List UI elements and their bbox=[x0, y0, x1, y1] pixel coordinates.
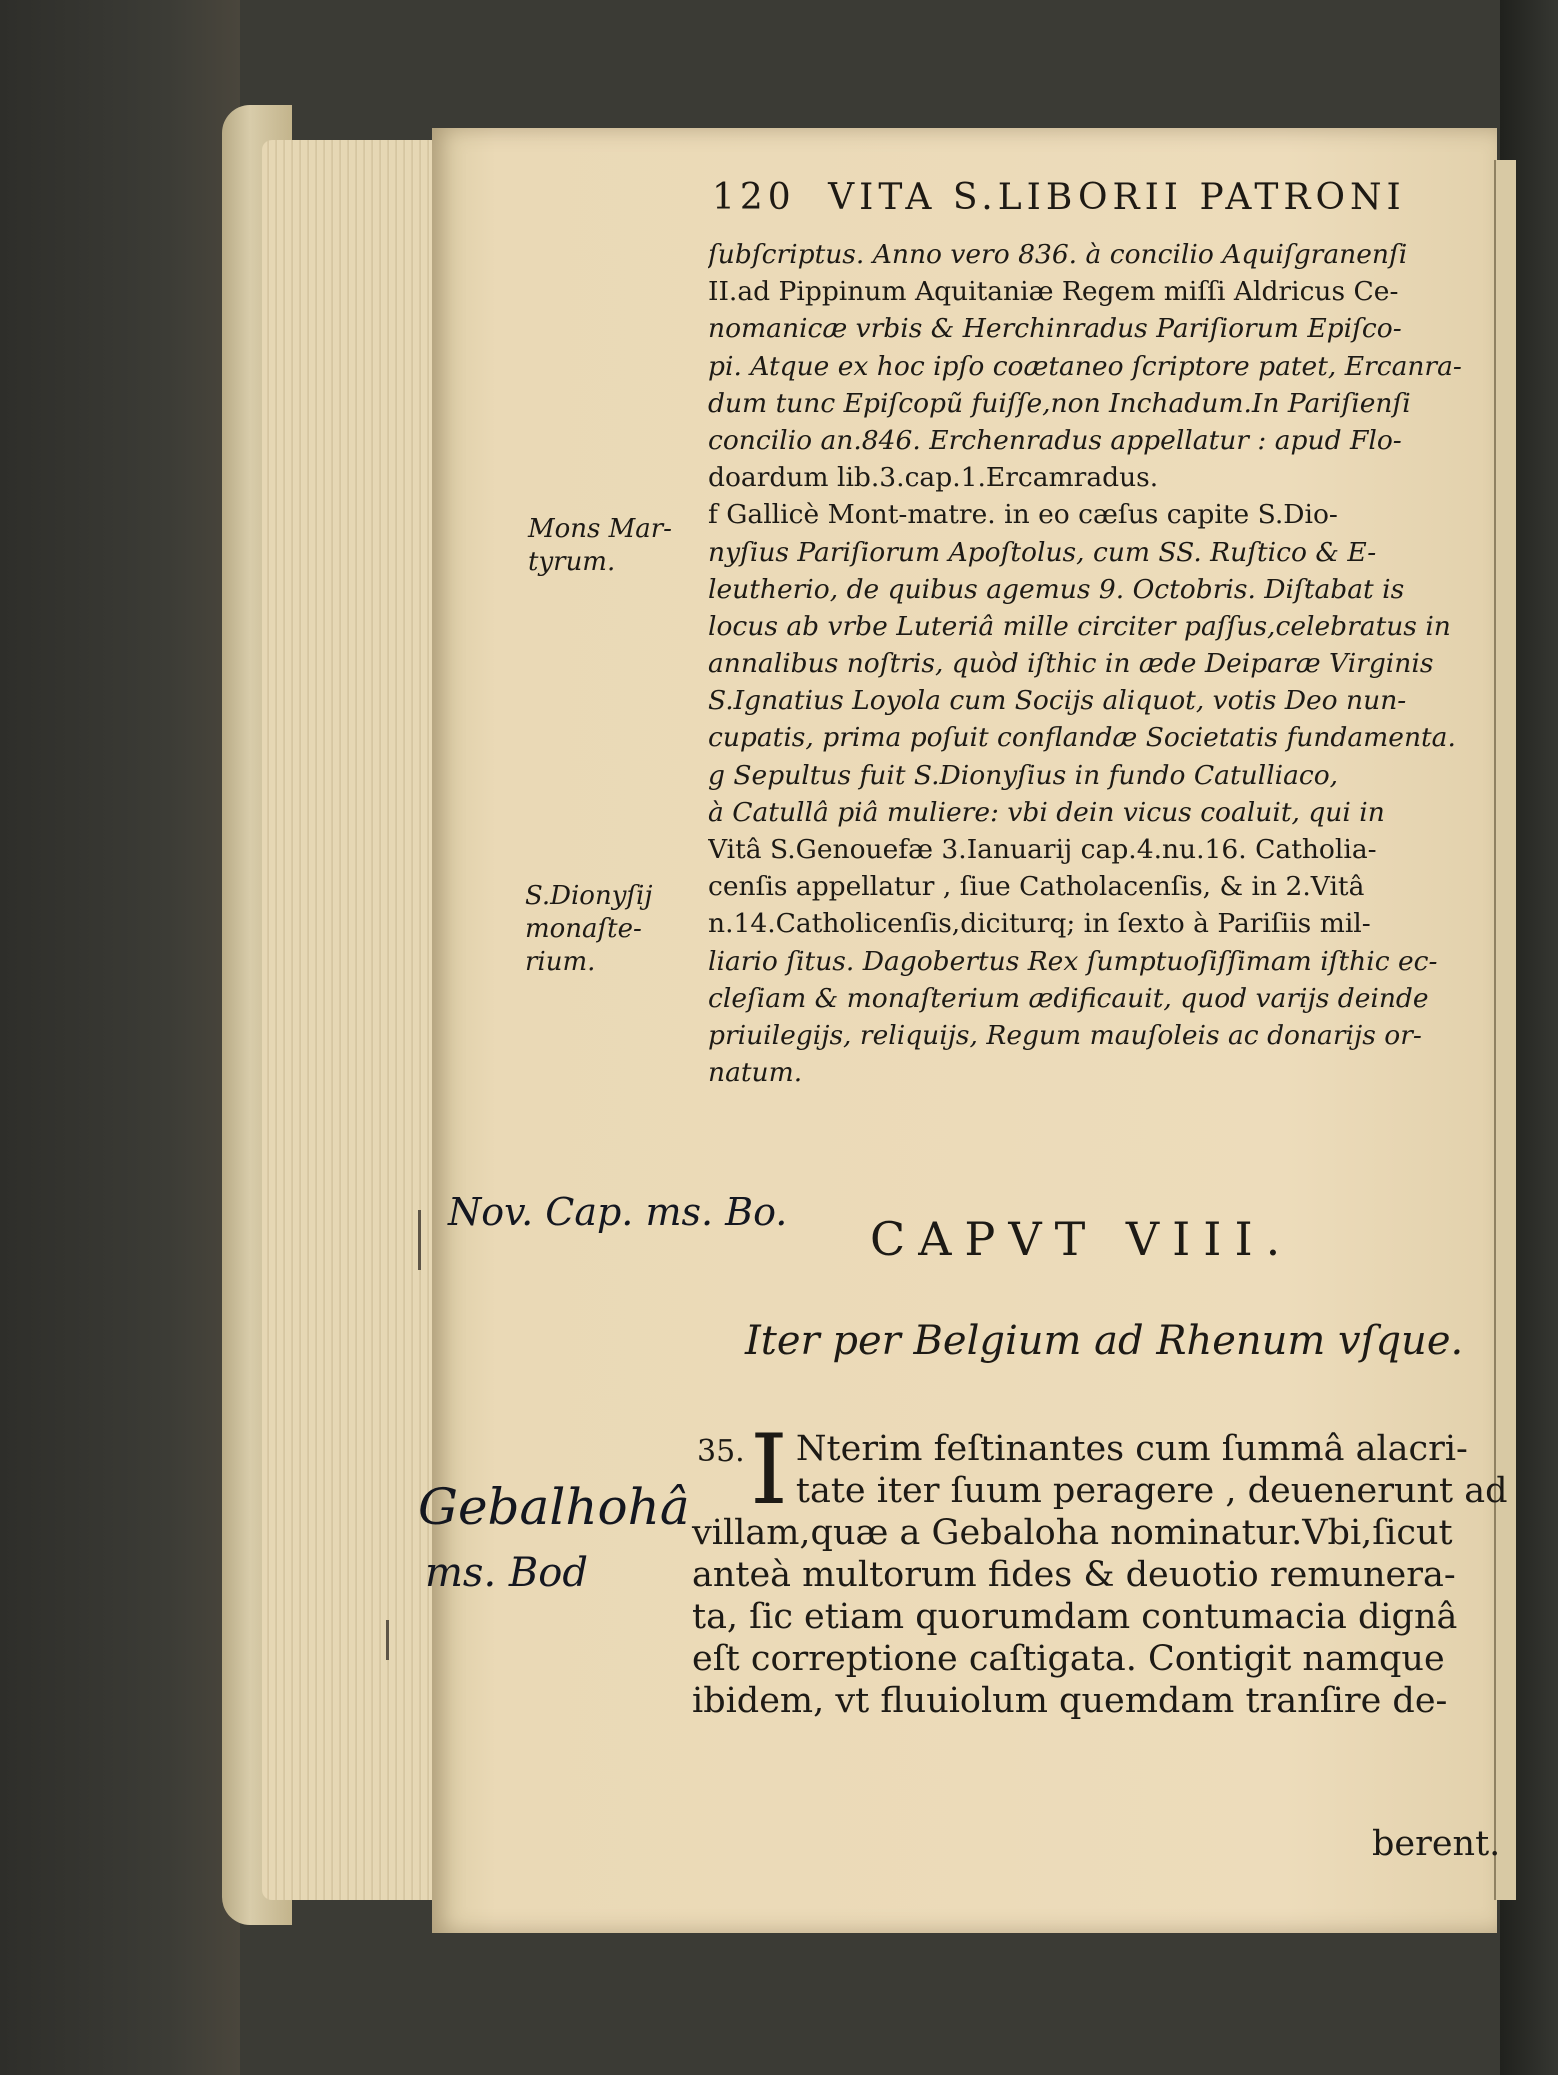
body-line: II.ad Pippinum Aquitaniæ Regem miſſi Aldricus Ce- bbox=[708, 276, 1399, 308]
body-line: f Gallicè Mont-matre. in eo cæſus capite S.Dio- bbox=[708, 499, 1338, 531]
ink-mark bbox=[418, 1210, 421, 1270]
chapter-line: eſt correptione caſtigata. Contigit namque bbox=[692, 1639, 1445, 1679]
body-text bbox=[708, 236, 1468, 1170]
body-line: locus ab vrbe Luteriâ mille circiter paſſus,celebratus in bbox=[708, 610, 1451, 642]
chapter-line: ibidem, vt fluuiolum quemdam tranſire de- bbox=[692, 1681, 1448, 1721]
body-line: cupatis, prima poſuit conflandæ Societatis fundamenta. bbox=[708, 722, 1456, 754]
body-line: nomanicæ vrbis & Herchinradus Pariſiorum Epiſco- bbox=[708, 313, 1402, 345]
chapter-subtitle: Iter per Belgium ad Rhenum vſque. bbox=[745, 1318, 1464, 1364]
margin-note-dionysii-monasterium bbox=[525, 880, 652, 979]
chapter-heading: CAPVT VIII. bbox=[870, 1212, 1294, 1266]
body-line: à Catullâ piâ muliere: vbi dein vicus coaluit, qui in bbox=[708, 796, 1385, 828]
body-line: pi. Atque ex hoc ipſo coætaneo ſcriptore patet, Ercanra- bbox=[708, 350, 1462, 382]
body-line: cleſiam & monaſterium ædificauit, quod varijs deinde bbox=[708, 982, 1429, 1014]
body-line: n.14.Catholicenſis,diciturq; in ſexto à Pariſiis mil- bbox=[708, 908, 1371, 940]
margin-note-line: monaſte- bbox=[525, 914, 642, 944]
margin-note-line: tyrum. bbox=[528, 547, 616, 577]
chapter-line: villam,quæ a Gebaloha nominatur.Vbi,ſicut bbox=[692, 1513, 1453, 1553]
body-line: liario ſitus. Dagobertus Rex ſumptuoſiſſimam iſthic ec- bbox=[708, 945, 1438, 977]
body-line: doardum lib.3.cap.1.Ercamradus. bbox=[708, 462, 1159, 494]
handwritten-annotation: ms. Bod bbox=[425, 1550, 588, 1596]
body-line: dum tunc Epiſcopũ fuiſſe,non Inchadum.In Pariſienſi bbox=[708, 387, 1411, 419]
background-shadow bbox=[0, 0, 240, 2075]
body-line: concilio an.846. Erchenradus appellatur : apud Flo- bbox=[708, 424, 1402, 456]
catchword: berent. bbox=[1372, 1824, 1501, 1864]
margin-note-mons-martyrum bbox=[528, 513, 672, 579]
chapter-line: ta, ſic etiam quorumdam contumacia dignâ bbox=[692, 1597, 1458, 1637]
body-line: cenſis appellatur , ſiue Catholacenſis, & in 2.Vitâ bbox=[708, 871, 1365, 903]
body-line: annalibus noſtris, quòd iſthic in æde Deiparæ Virginis bbox=[708, 648, 1434, 680]
page-number: 120 bbox=[712, 177, 796, 218]
page-edges bbox=[262, 140, 432, 1900]
chapter-line: anteà multorum fides & deuotio remunera- bbox=[692, 1555, 1456, 1595]
handwritten-annotation: Nov. Cap. ms. Bo. bbox=[448, 1190, 788, 1234]
running-title: VITA S.LIBORII PATRONI bbox=[828, 177, 1406, 218]
margin-note-line: S.Dionyſij bbox=[525, 881, 653, 911]
paragraph-number: 35. bbox=[697, 1434, 745, 1469]
drop-cap: I bbox=[750, 1414, 788, 1526]
body-line: natum. bbox=[708, 1057, 803, 1089]
chapter-line: Nterim feſtinantes cum ſummâ alacri- bbox=[795, 1429, 1468, 1469]
margin-note-line: rium. bbox=[525, 947, 596, 977]
margin-note-line: Mons Mar- bbox=[528, 514, 672, 544]
ink-mark bbox=[386, 1620, 389, 1660]
body-line: ſubſcriptus. Anno vero 836. à concilio Aquiſgranenſi bbox=[708, 239, 1408, 270]
body-line: priuilegijs, reliquijs, Regum mauſoleis ac donarijs or- bbox=[708, 1019, 1422, 1051]
body-line: leutherio, de quibus agemus 9. Octobris. Diſtabat is bbox=[708, 573, 1405, 605]
body-line: g Sepultus fuit S.Dionyſius in fundo Catulliaco, bbox=[708, 759, 1339, 791]
body-line: nyſius Pariſiorum Apoſtolus, cum SS. Ruſtico & E- bbox=[708, 536, 1377, 568]
chapter-line: tate iter ſuum peragere , deuenerunt ad bbox=[795, 1471, 1508, 1511]
handwritten-annotation: Gebalhohâ bbox=[418, 1478, 690, 1536]
body-line: S.Ignatius Loyola cum Socijs aliquot, votis Deo nun- bbox=[708, 685, 1407, 717]
body-line: Vitâ S.Genouefæ 3.Ianuarij cap.4.nu.16. Catholia- bbox=[708, 834, 1377, 865]
running-head bbox=[712, 177, 1472, 229]
